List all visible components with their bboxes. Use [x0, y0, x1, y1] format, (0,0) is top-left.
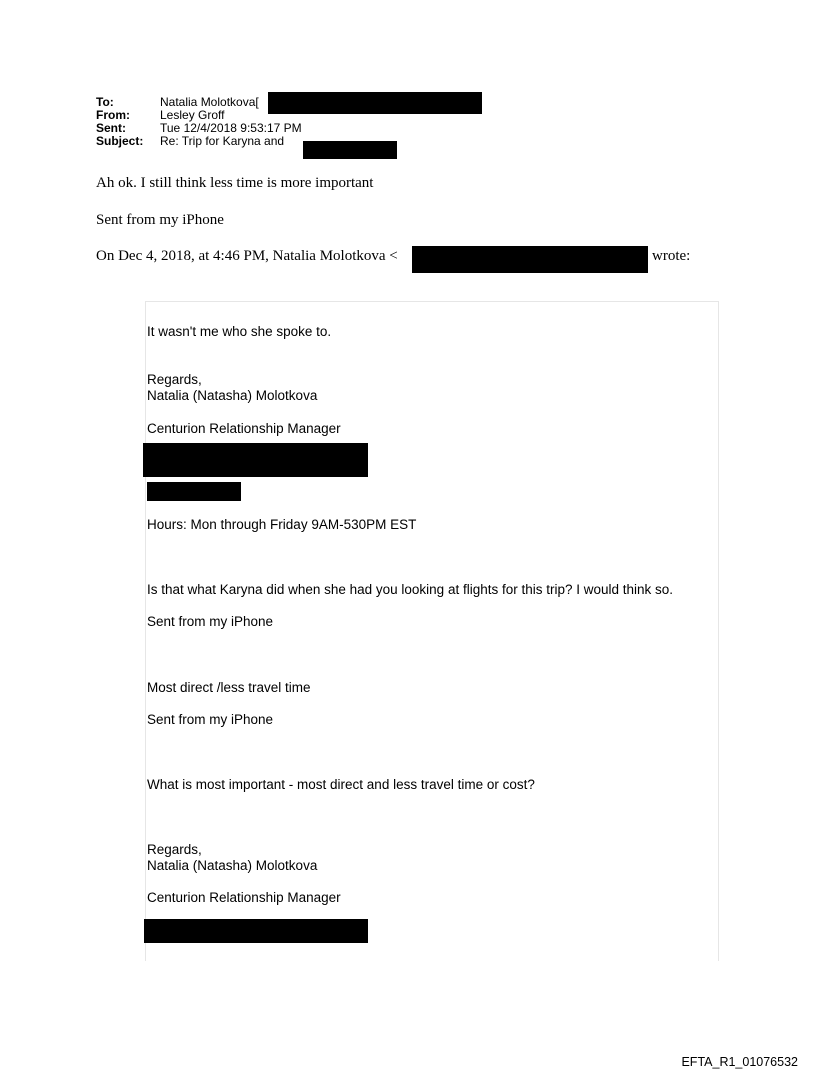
subject-label: Subject:: [96, 134, 144, 148]
from-label: From:: [96, 108, 130, 122]
document-id: EFTA_R1_01076532: [681, 1055, 798, 1069]
quote-intro: [96, 248, 398, 265]
redaction-contact-3: [144, 919, 368, 943]
quoted-message-1: It wasn't me who she spoke to.: [147, 324, 332, 339]
redaction-contact-2: [147, 482, 241, 501]
sent-value: Tue 12/4/2018 9:53:17 PM: [160, 121, 302, 135]
to-label: To:: [96, 95, 114, 109]
reply-signature: Sent from my iPhone: [96, 212, 224, 228]
quoted-regards-1: Regards,: [147, 372, 202, 387]
quoted-title-1: Centurion Relationship Manager: [147, 421, 341, 436]
quote-intro-text: On Dec 4, 2018, at 4:46 PM, Natalia Molotkova <: [96, 248, 398, 264]
redaction-contact-1: [143, 443, 368, 477]
reply-text: Ah ok. I still think less time is more important: [96, 175, 374, 191]
quoted-hours: Hours: Mon through Friday 9AM-530PM EST: [147, 517, 417, 532]
quoted-message-2: Is that what Karyna did when she had you looking at flights for this trip? I would think so.: [147, 582, 674, 597]
from-value: Lesley Groff: [160, 108, 225, 122]
redaction-sender-email: [412, 246, 648, 273]
quoted-signature-2: Sent from my iPhone: [147, 614, 274, 629]
quoted-message-4: What is most important - most direct and less travel time or cost?: [147, 777, 535, 792]
quoted-regards-2: Regards,: [147, 842, 202, 857]
redaction-subject-name: [303, 141, 397, 159]
quoted-signature-3: Sent from my iPhone: [147, 712, 274, 727]
quoted-name-1: Natalia (Natasha) Molotkova: [147, 388, 318, 403]
to-value: Natalia Molotkova[: [160, 95, 259, 109]
quote-intro-wrote: wrote:: [652, 248, 691, 264]
quoted-name-2: Natalia (Natasha) Molotkova: [147, 858, 318, 873]
quoted-title-2: Centurion Relationship Manager: [147, 890, 341, 905]
quoted-message-3: Most direct /less travel time: [147, 680, 311, 695]
subject-row: [96, 135, 302, 148]
sent-label: Sent:: [96, 121, 126, 135]
redaction-to-email: [268, 92, 482, 114]
subject-value: Re: Trip for Karyna and: [160, 134, 285, 148]
